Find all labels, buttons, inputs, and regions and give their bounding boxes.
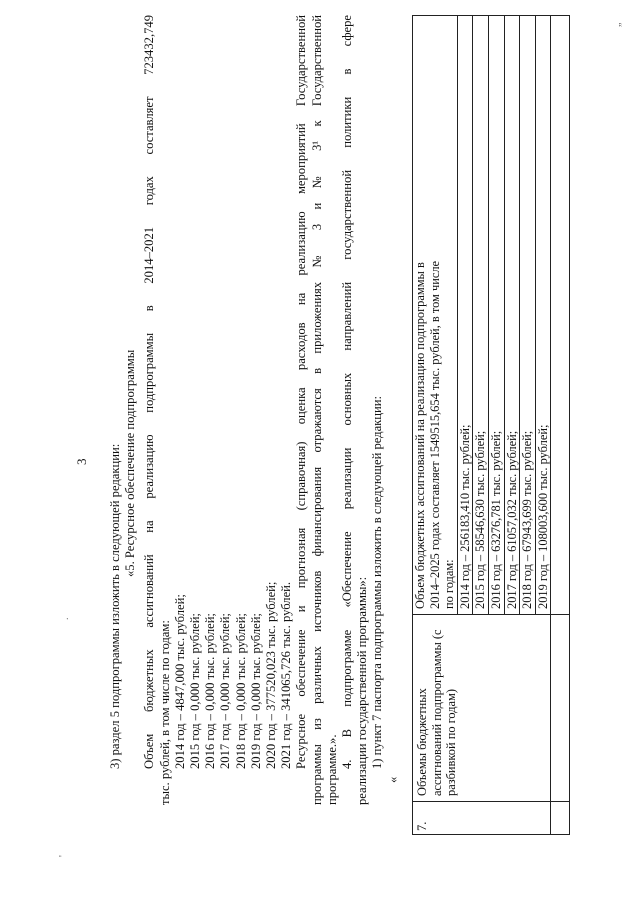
value-line: 2016 год – 63276,781 тыс. рублей; — [488, 16, 504, 614]
empty-cell — [551, 16, 570, 615]
section-intro: 3) раздел 5 подпрограммы изложить в следующей редакции: — [108, 443, 122, 769]
year-item: 2018 год – 0,000 тыс. рублей; — [233, 613, 248, 769]
year-item: 2014 год – 4847,000 тыс. рублей; — [172, 594, 187, 769]
section-heading: «5. Ресурсное обеспечение подпрограммы — [123, 349, 138, 577]
year-item: 2021 год – 341065,726 тыс. рублей. — [279, 581, 294, 769]
year-item: 2017 год – 0,000 тыс. рублей; — [218, 613, 233, 769]
paragraph2-line2: программы из различных источников финансирования отражаются в приложениях № 3 и № 3¹ к Государственной — [309, 15, 324, 805]
row-number: 7. — [413, 802, 551, 835]
year-item: 2020 год – 377520,023 тыс. рублей; — [264, 581, 279, 769]
paragraph2-line1: Ресурсное обеспечение и прогнозная (справочная) оценка расходов на реализацию мероприятий Государственной — [294, 15, 309, 769]
item4-line1: 4. В подпрограмме «Обеспечение реализации основных направлений государственной политики в сфере — [340, 15, 355, 769]
paragraph2-line3: программе.». — [324, 734, 339, 805]
empty-cell — [551, 802, 570, 835]
scan-mark: ' — [58, 855, 69, 857]
value-line: 2018 год – 67943,699 тыс. рублей; — [519, 16, 535, 614]
row-value — [413, 16, 551, 615]
value-line: по годам: — [442, 559, 457, 609]
item4-sub: 1) пункт 7 паспорта подпрограммы изложить в следующей редакции: — [370, 395, 385, 769]
scan-mark: „ — [612, 22, 623, 27]
value-line: 2015 год – 58546,630 тыс. рублей; — [472, 16, 488, 614]
year-item: 2016 год – 0,000 тыс. рублей; — [203, 613, 218, 769]
value-line: 2017 год – 61057,032 тыс. рублей; — [504, 16, 520, 614]
value-line: 2014 год – 256183,410 тыс. рублей; — [457, 16, 473, 614]
section-text — [108, 15, 401, 805]
item4-line2: реализации государственной программы»: — [355, 576, 370, 805]
empty-cell — [551, 615, 570, 802]
value-line: 2014–2025 годах составляет 1549515,654 тыс. рублей, в том числе — [427, 260, 442, 609]
value-line: 2019 год – 108003,600 тыс. рублей; — [535, 16, 551, 614]
scan-mark: . — [60, 617, 71, 620]
year-item: 2015 год – 0,000 тыс. рублей; — [188, 613, 203, 769]
quote-open: « — [385, 776, 400, 783]
paragraph1-line1: Объем бюджетных ассигнований на реализацию подпрограммы в 2014–2021 годах составляет 723432,749 — [142, 15, 157, 769]
row-name: Объемы бюджетных ассигнований подпрограммы (с разбивкой по годам) — [413, 615, 551, 802]
page-number: 3 — [74, 458, 89, 465]
value-line: Объем бюджетных ассигнований на реализацию подпрограммы в — [413, 262, 427, 609]
year-item: 2019 год – 0,000 тыс. рублей; — [248, 613, 263, 769]
table-row — [551, 16, 570, 835]
paragraph1-line2: тыс. рублей, в том числе по годам: — [157, 620, 172, 805]
table-row — [413, 16, 551, 835]
passport-table — [412, 15, 570, 835]
